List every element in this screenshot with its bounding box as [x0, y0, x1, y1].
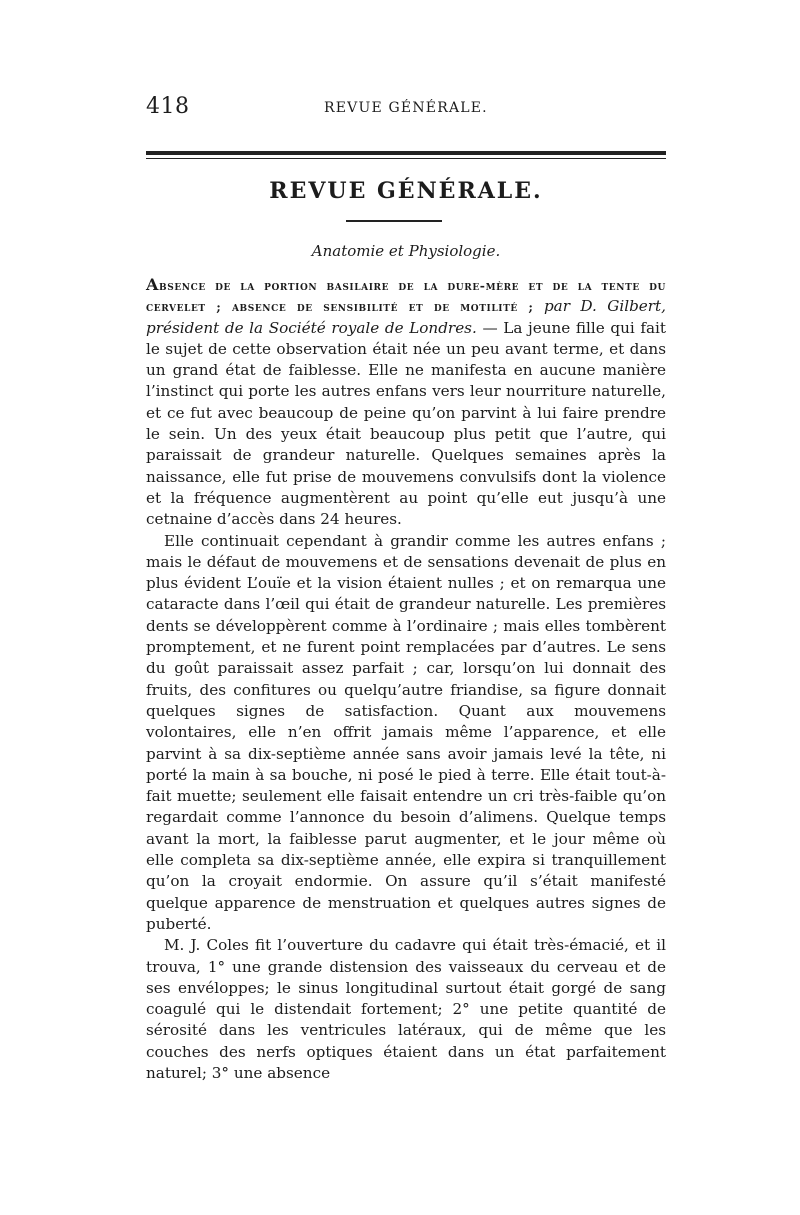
article-author: D. Gilbert, président de la Société royale de Londres. — [146, 297, 666, 337]
paragraph-1-text: — La jeune fille qui fait le sujet de cette observation était née un peu avant terme, et dans un grand état de faiblesse. Elle ne manifesta en aucune manière l’instinct qui porte les autres enfans vers leur nourriture naturelle, et ce fut avec beaucoup de peine qu’on parvint à lui faire prendre le sein. Un des yeux était beaucoup plus petit que l’autre, qui paraissait de grandeur naturelle. Quelques semaines après la naissance, elle fut prise de mouvemens convulsifs dont la violence et la fréquence augmentèrent au point qu’elle eut jusqu’à une cetnaine d’accès dans 24 heures. — [146, 318, 666, 529]
article-heading-initial: A — [146, 275, 160, 294]
article-heading: bsence de la portion basilaire de la dure-mère et de la tente du cervelet ; absence de sensibilité et de motilité ; — [146, 278, 666, 315]
article-body — [146, 274, 666, 1084]
byline-intro: par — [533, 297, 581, 316]
header-rule-thin — [146, 158, 666, 159]
header-rule-thick — [146, 151, 666, 155]
page-header — [146, 94, 666, 124]
article-paragraph-2: Elle continuait cependant à grandir comme les autres enfans ; mais le défaut de mouvemens et de sensations devenait de plus en plus évident L’ouïe et la vision étaient nulles ; et on remarqua une cataracte dans l’œil qui était de grandeur naturelle. Les premières dents se développèrent comme à l’ordinaire ; mais elles tombèrent promptement, et ne furent point remplacées par d’autres. Le sens du goût paraissait assez parfait ; car, lorsqu’on lui donnait des fruits, des confitures ou quelqu’autre friandise, sa figure donnait quelques signes de satisfaction. Quant aux mouvemens volontaires, elle n’en offrit jamais même l’apparence, et elle parvint à sa dix-septième année sans avoir jamais levé la tête, ni porté la main à sa bouche, ni posé le pied à terre. Elle était tout-à-fait muette; seulement elle faisait entendre un cri très-faible qu’on regardait comme l’annonce du besoin d’alimens. Quelque temps avant la mort, la faiblesse parut augmenter, et le jour même où elle completa sa dix-septième année, elle expira si tranquillement qu’on la croyait endormie. On assure qu’il s’était manifesté quelque apparence de menstruation et quelques autres signes de puberté. — [146, 531, 666, 933]
title-divider — [346, 220, 442, 222]
page-title: REVUE GÉNÉRALE. — [269, 178, 543, 204]
article-paragraph-3: M. J. Coles fit l’ouverture du cadavre qui était très-émacié, et il trouva, 1° une grande distension des vaisseaux du cerveau et de ses envéloppes; le sinus longitudinal surtout était gorgé de sang coagulé qui le distendait fortement; 2° une petite quantité de sérosité dans les ventricules latéraux, qui de même que les couches des nerfs optiques étaient dans un état parfaitement naturel; 3° une absence — [146, 936, 666, 1082]
running-head: REVUE GÉNÉRALE. — [324, 100, 488, 116]
page-number: 418 — [146, 94, 190, 119]
section-title: Anatomie et Physiologie. — [311, 242, 501, 260]
article-paragraph-1 — [146, 274, 666, 531]
